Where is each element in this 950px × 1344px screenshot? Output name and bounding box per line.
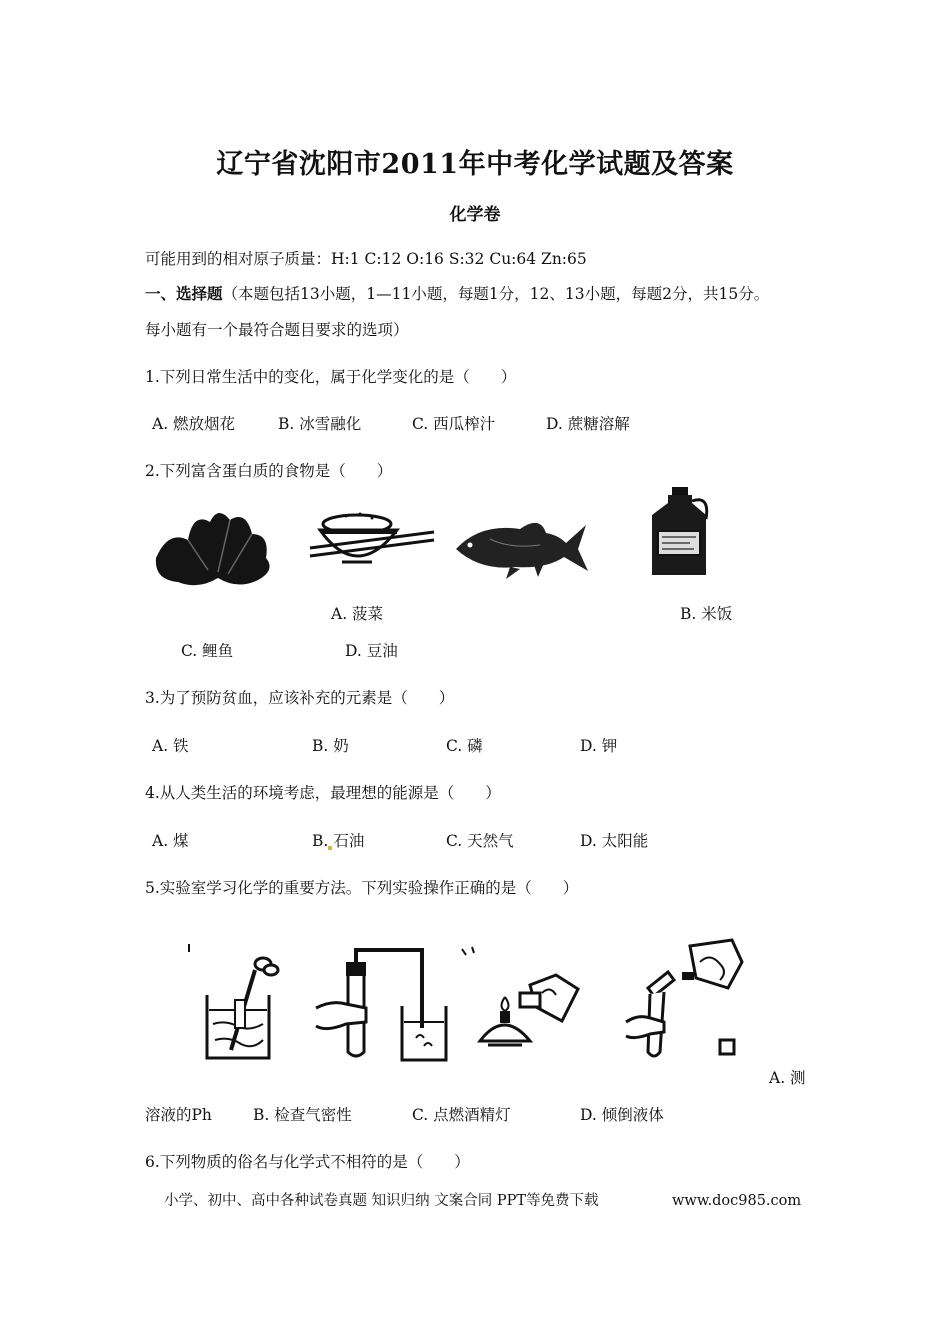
q1-option-a: A. 燃放烟花 [152,415,236,433]
q4-option-d: D. 太阳能 [580,832,649,850]
q3-option-a: A. 铁 [152,737,189,755]
page-title: 辽宁省沈阳市2011年中考化学试题及答案 [216,149,734,180]
footer-text: 小学、初中、高中各种试卷真题 知识归纳 文案合同 PPT等免费下载 [164,1193,599,1209]
pour-liquid-icon [620,932,750,1060]
q4-option-b-prefix: B. [312,832,329,850]
q5-option-d: D. 倾倒液体 [580,1106,664,1124]
spinach-icon [148,500,280,592]
q3-option-b: B. 奶 [312,737,349,755]
q4-option-c: C. 天然气 [446,832,514,850]
footer-url: www.doc985.com [672,1193,802,1209]
section-title: 一、选择题 [145,284,223,303]
q5-option-b: B. 检查气密性 [253,1106,352,1124]
question-4-stem: 4.从人类生活的环境考虑，最理想的能源是（ ） [145,784,501,802]
q5-option-c: C. 点燃酒精灯 [412,1106,511,1124]
oil-bottle-icon [640,485,720,581]
section-description-2: 每小题有一个最符合题目要求的选项） [145,321,409,339]
q2-option-d: D. 豆油 [345,642,398,660]
section-description: （本题包括13小题，1—11小题，每题1分，12、13小题，每题2分，共15分。 [222,285,770,303]
section-heading [145,284,769,304]
question-1-stem: 1.下列日常生活中的变化，属于化学变化的是（ ） [145,368,517,386]
q5-option-a-part2: 溶液的Ph [145,1106,212,1124]
question-5-stem: 5.实验室学习化学的重要方法。下列实验操作正确的是（ ） [145,879,579,897]
fish-icon [450,505,590,585]
q3-option-c: C. 磷 [446,737,483,755]
page-subtitle: 化学卷 [449,205,501,225]
q1-option-c: C. 西瓜榨汁 [412,415,496,433]
airtightness-icon [312,942,452,1064]
q2-option-a: A. 菠菜 [331,605,384,623]
question-3-stem: 3.为了预防贫血，应该补充的元素是（ ） [145,689,455,707]
q2-option-b: B. 米饭 [680,605,733,623]
q4-option-b [312,831,364,851]
ph-test-icon [185,940,305,1065]
rice-bowl-icon [302,500,437,582]
q4-option-b-text: 石油 [333,832,365,850]
question-6-stem: 6.下列物质的俗名与化学式不相符的是（ ） [145,1153,470,1171]
q3-option-d: D. 钾 [580,737,618,755]
q5-option-a-part1: A. 测 [769,1069,806,1087]
stray-mark-icon [328,846,332,850]
q2-option-c: C. 鲤鱼 [181,642,234,660]
question-2-stem: 2.下列富含蛋白质的食物是（ ） [145,462,393,480]
q1-option-b: B. 冰雪融化 [278,415,362,433]
alcohol-lamp-icon [460,945,590,1063]
q4-option-a: A. 煤 [152,832,189,850]
q1-option-d: D. 蔗糖溶解 [546,415,630,433]
atomic-mass-line: 可能用到的相对原子质量：H:1 C:12 O:16 S:32 Cu:64 Zn:65 [145,250,587,268]
